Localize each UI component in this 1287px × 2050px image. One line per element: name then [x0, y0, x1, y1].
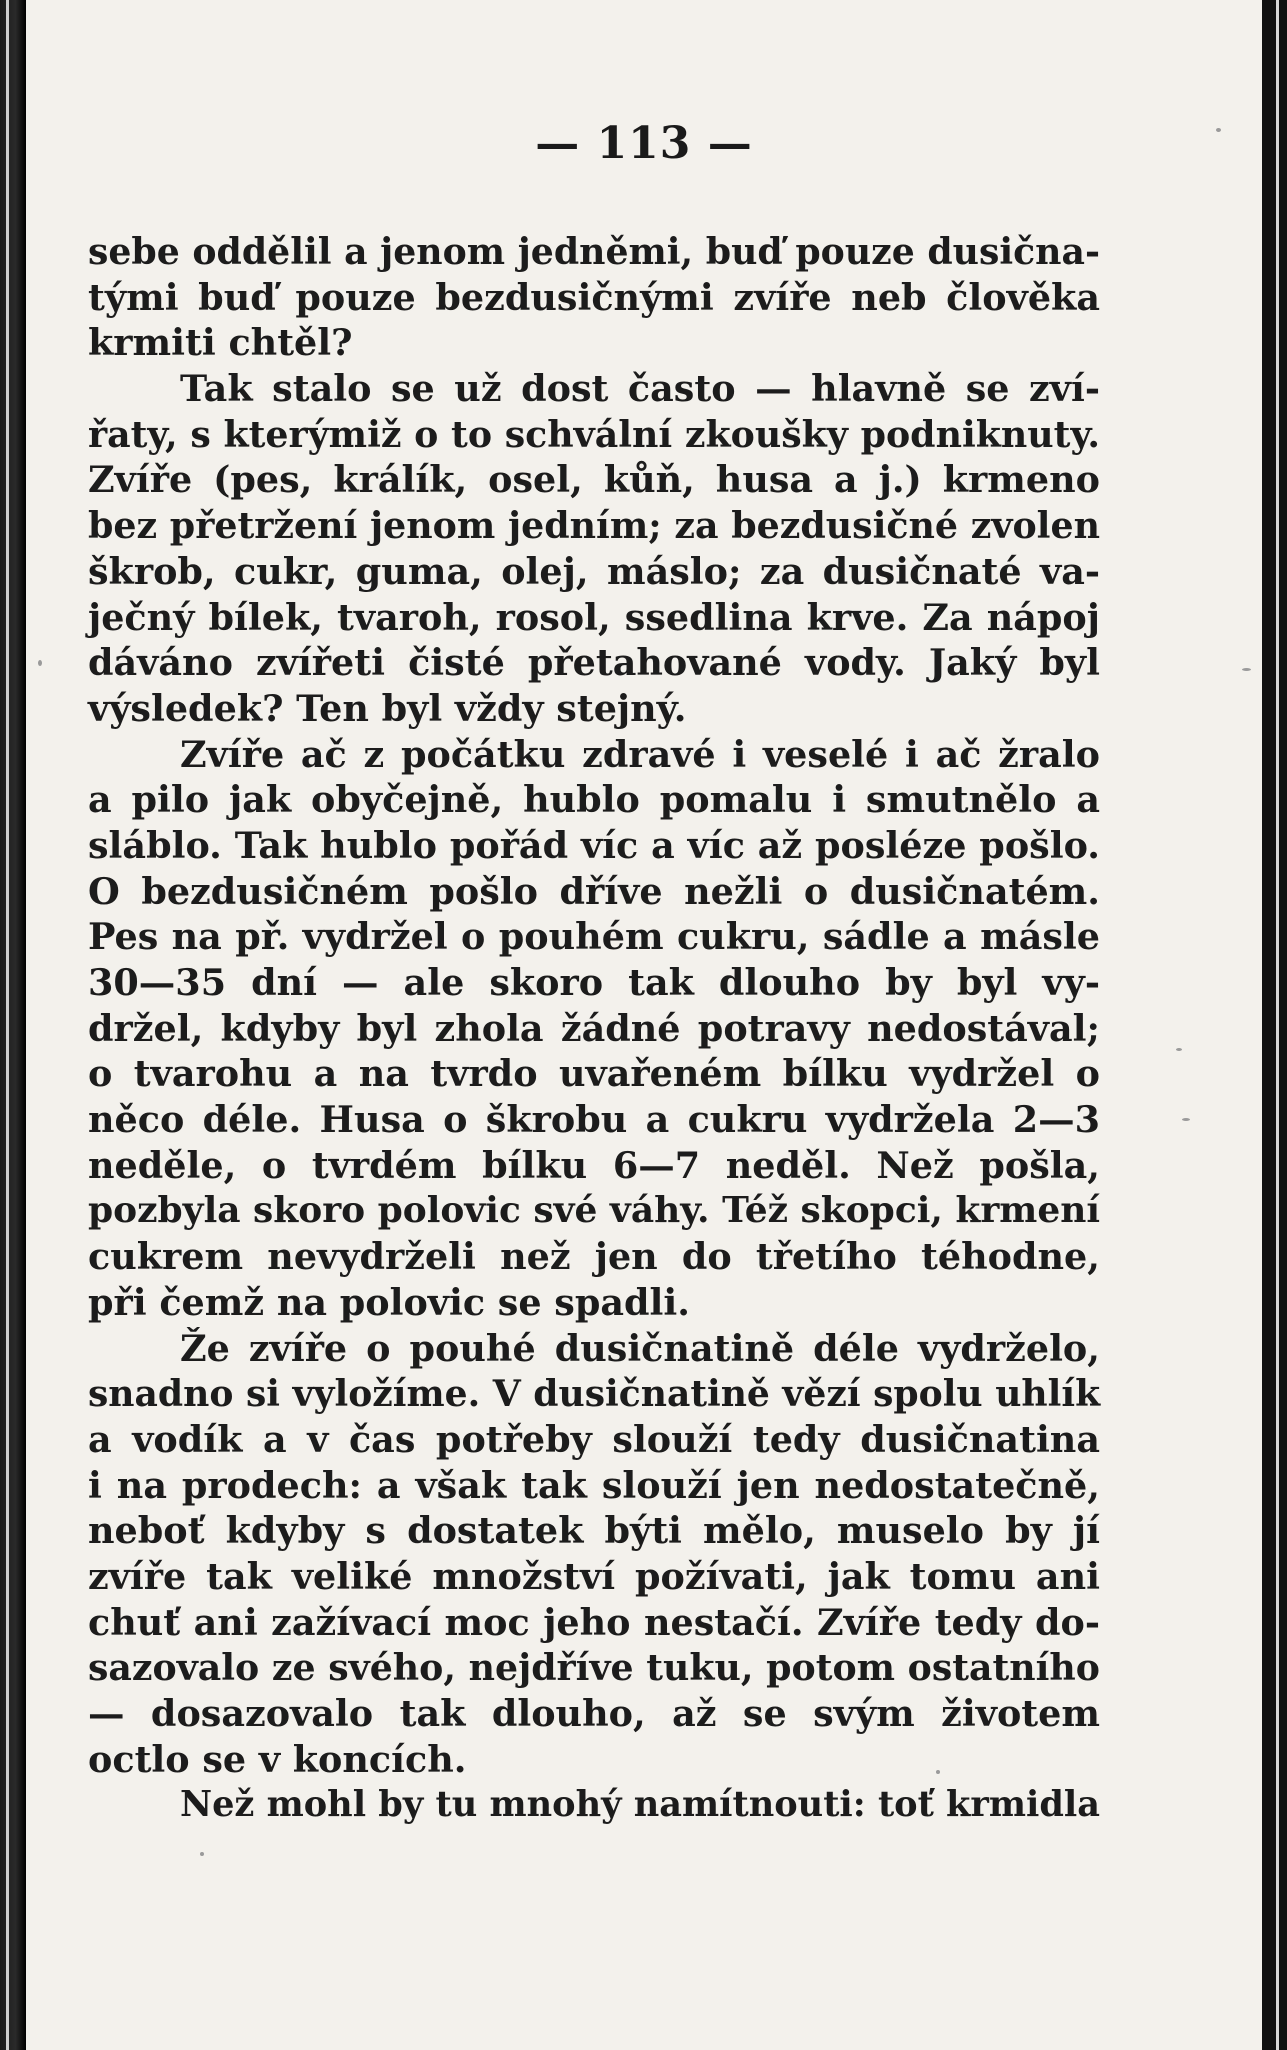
text-line: ječný bílek, tvaroh, rosol, ssedlina krve. Za nápoj: [88, 595, 1100, 639]
text-line: o tvarohu a na tvrdo uvařeném bílku vydržel o: [88, 1052, 1100, 1096]
text-line: něco déle. Husa o škrobu a cukru vydržela 2—3: [88, 1098, 1100, 1142]
body-text: [88, 229, 1100, 1828]
paper-speck: [38, 660, 42, 666]
text-line: Tak stalo se už dost často — hlavně se zví-: [180, 367, 1100, 411]
paper-speck: [936, 1770, 940, 1774]
text-line: sláblo. Tak hublo pořád víc a víc až posléze pošlo.: [88, 823, 1100, 867]
text-line: chuť ani zažívací moc jeho nestačí. Zvíře tedy do-: [88, 1600, 1100, 1644]
text-line: a pilo jak obyčejně, hublo pomalu i smutnělo a: [88, 778, 1100, 822]
text-line: octlo se v koncích.: [88, 1737, 467, 1781]
binding-edge-line: [6, 0, 9, 2050]
text-line: krmiti chtěl?: [88, 321, 353, 365]
text-line: neděle, o tvrdém bílku 6—7 neděl. Než pošla,: [88, 1143, 1100, 1187]
text-line: Že zvíře o pouhé dusičnatině déle vydrželo,: [180, 1326, 1100, 1370]
paper-speck: [1242, 668, 1251, 671]
text-line: Zvíře ač z počátku zdravé i veselé i ač žralo: [180, 732, 1100, 776]
text-line: O bezdusičném pošlo dříve nežli o dusičnatém.: [88, 869, 1100, 913]
paper-speck: [200, 1852, 204, 1856]
page-right-edge: [1262, 0, 1287, 2050]
text-line: sebe oddělil a jenom jedněmi, buď pouze dusična-: [88, 230, 1100, 273]
paper-speck: [1176, 1048, 1182, 1051]
paper-speck: [1216, 128, 1221, 132]
book-page: [26, 0, 1262, 2050]
text-line: řaty, s kterýmiž o to schvální zkoušky podniknuty.: [88, 412, 1100, 456]
text-line: cukrem nevydrželi než jen do třetího téhodne,: [88, 1235, 1100, 1279]
text-line: držel, kdyby byl zhola žádné potravy nedostával;: [88, 1006, 1100, 1050]
text-line: neboť kdyby s dostatek býti mělo, muselo by jí: [88, 1509, 1100, 1553]
text-line: dáváno zvířeti čisté přetahované vody. Jaký byl: [88, 641, 1100, 685]
binding-shadow: [0, 0, 26, 2050]
text-line: Zvíře (pes, králík, osel, kůň, husa a j.) krmeno: [88, 458, 1100, 502]
text-line: škrob, cukr, guma, olej, máslo; za dusičnaté va-: [88, 549, 1100, 593]
text-line: tými buď pouze bezdusičnými zvíře neb člověka: [88, 275, 1100, 319]
text-line: Pes na př. vydržel o pouhém cukru, sádle a másle: [88, 915, 1100, 959]
text-line: i na prodech: a však tak slouží jen nedostatečně,: [88, 1463, 1100, 1507]
page-right-edge-line: [1276, 0, 1279, 2050]
text-line: Než mohl by tu mnohý namítnouti: toť krmidla: [180, 1784, 1100, 1826]
text-line: zvíře tak veliké množství požívati, jak tomu ani: [88, 1554, 1100, 1598]
text-line: — dosazovalo tak dlouho, až se svým životem: [88, 1692, 1100, 1735]
text-line: výsledek? Ten byl vždy stejný.: [88, 686, 687, 730]
text-line: a vodík a v čas potřeby slouží tedy dusičnatina: [88, 1417, 1100, 1461]
text-line: při čemž na polovic se spadli.: [88, 1280, 690, 1324]
text-line: bez přetržení jenom jedním; za bezdusičné zvolen: [88, 504, 1100, 548]
paper-speck: [1182, 1118, 1190, 1121]
page-number-header: — 113 —: [535, 118, 753, 169]
text-line: pozbyla skoro polovic své váhy. Též skopci, krmení: [88, 1189, 1100, 1232]
text-line: snadno si vyložíme. V dusičnatině vězí spolu uhlík: [88, 1372, 1101, 1416]
text-line: 30—35 dní — ale skoro tak dlouho by byl vy-: [88, 961, 1100, 1004]
text-line: sazovalo ze svého, nejdříve tuku, potom ostatního: [88, 1646, 1100, 1690]
